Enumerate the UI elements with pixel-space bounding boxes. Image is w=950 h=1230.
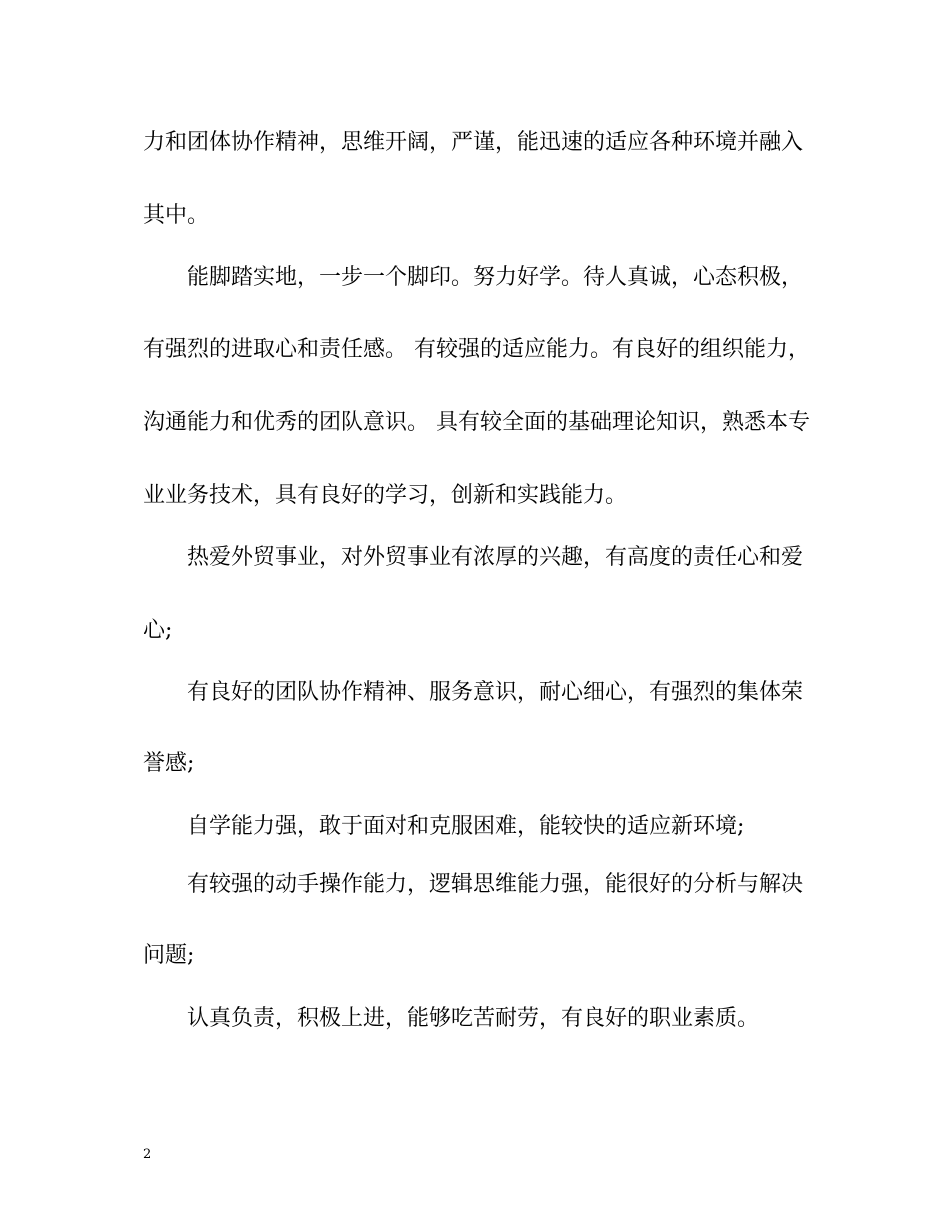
- text-line: 誉感;: [143, 751, 195, 776]
- text-line: 心;: [143, 618, 173, 643]
- text-line: 沟通能力和优秀的团队意识。 具有较全面的基础理论知识，熟悉本专: [143, 410, 810, 435]
- text-line: 其中。: [143, 203, 210, 228]
- text-line: 有强烈的进取心和责任感。 有较强的适应能力。有良好的组织能力，: [143, 337, 810, 362]
- text-line: 力和团体协作精神，思维开阔，严谨，能迅速的适应各种环境并融入: [143, 130, 804, 155]
- page-number: 2: [143, 1147, 152, 1162]
- paragraph-start: 自学能力强，敢于面对和克服困难，能较快的适应新环境;: [187, 814, 745, 839]
- text-line: 问题;: [143, 943, 195, 968]
- paragraph-start: 认真负责，积极上进，能够吃苦耐劳，有良好的职业素质。: [187, 1006, 760, 1031]
- text-line: 业业务技术，具有良好的学习，创新和实践能力。: [143, 483, 628, 508]
- paragraph-start: 有良好的团队协作精神、服务意识，耐心细心，有强烈的集体荣: [187, 680, 804, 705]
- paragraph-start: 有较强的动手操作能力，逻辑思维能力强，能很好的分析与解决: [187, 872, 804, 897]
- paragraph-start: 热爱外贸事业，对外贸事业有浓厚的兴趣，有高度的责任心和爱: [187, 545, 804, 570]
- paragraph-start: 能脚踏实地，一步一个脚印。努力好学。待人真诚，心态积极，: [187, 265, 804, 290]
